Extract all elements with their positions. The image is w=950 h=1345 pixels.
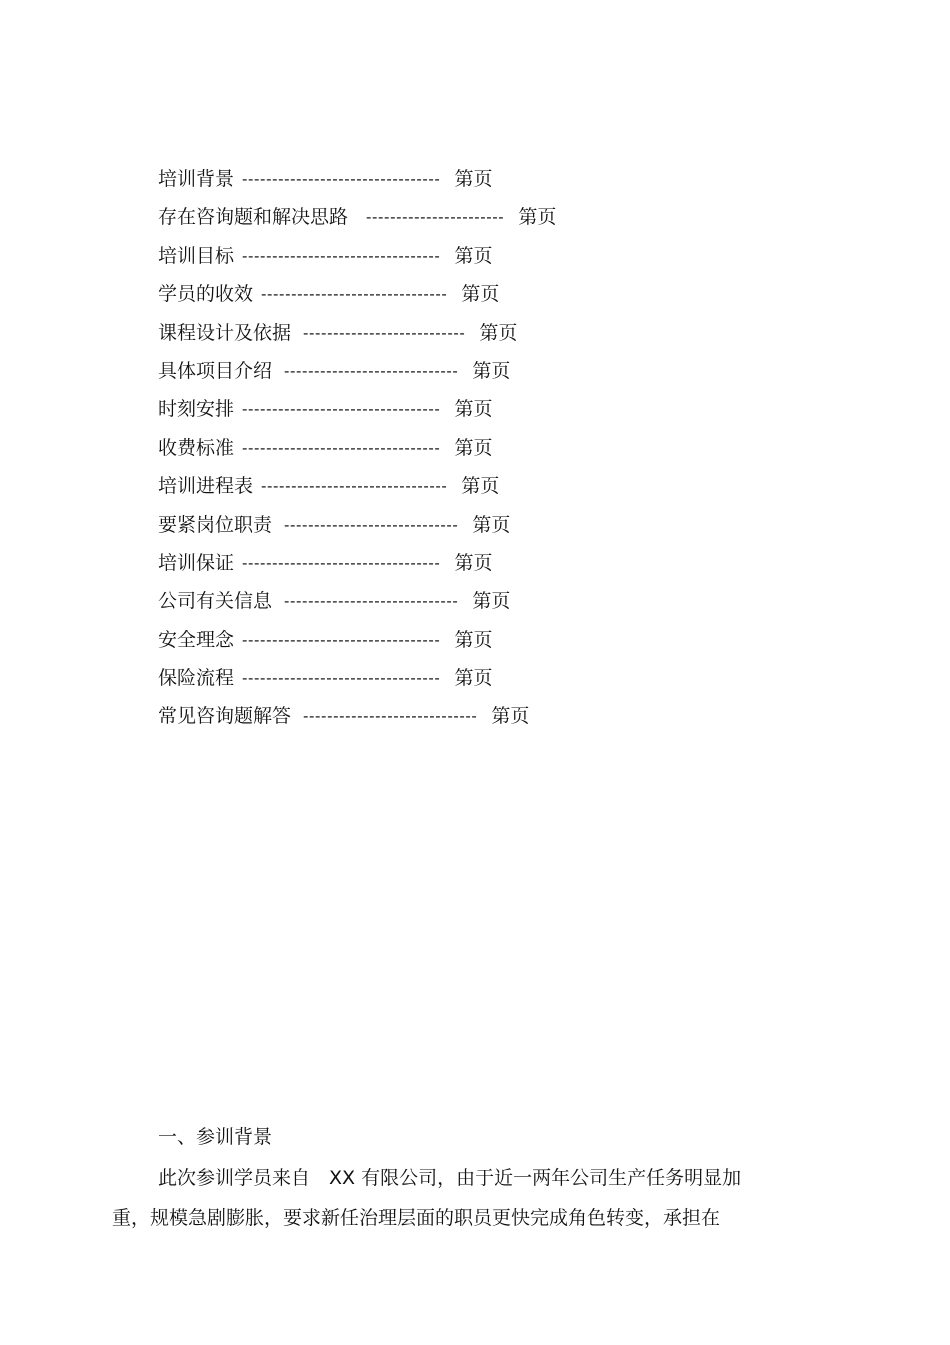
toc-entry-title: 常见咨询题解答	[158, 705, 292, 728]
toc-entry	[158, 352, 678, 390]
toc-page-label: 第页	[454, 436, 493, 459]
toc-page-label: 第页	[461, 283, 500, 306]
toc-page-label: 第页	[454, 628, 493, 651]
toc-dot-leader: -----------------------------	[284, 515, 459, 534]
toc-dot-leader: -------------------------------	[261, 477, 448, 496]
toc-dot-leader: ---------------------------	[303, 323, 466, 342]
toc-page-label: 第页	[472, 359, 511, 382]
paragraph-line: 重，规模急剧膨胀，要求新任治理层面的职员更快完成角色转变，承担在	[112, 1207, 721, 1229]
toc-entry-title: 培训保证	[158, 551, 235, 574]
toc-entry	[158, 160, 678, 198]
toc-page-label: 第页	[518, 206, 557, 229]
toc-entry-title: 安全理念	[158, 628, 235, 651]
toc-entry-title: 公司有关信息	[158, 590, 273, 613]
toc-entry	[158, 198, 678, 236]
table-of-contents	[158, 160, 678, 736]
toc-entry	[158, 582, 678, 620]
toc-entry	[158, 697, 678, 735]
toc-dot-leader: -----------------------------	[284, 592, 459, 611]
toc-page-label: 第页	[454, 667, 493, 690]
toc-entry-title: 学员的收效	[158, 283, 254, 306]
toc-entry-title: 保险流程	[158, 667, 235, 690]
toc-entry	[158, 506, 678, 544]
toc-entry-title: 时刻安排	[158, 398, 235, 421]
toc-dot-leader: ---------------------------------	[242, 246, 441, 265]
toc-page-label: 第页	[479, 321, 518, 344]
toc-dot-leader: ---------------------------------	[242, 553, 441, 572]
toc-entry	[158, 467, 678, 505]
toc-entry	[158, 621, 678, 659]
toc-entry	[158, 237, 678, 275]
toc-entry-title: 培训背景	[158, 168, 235, 190]
toc-page-label: 第页	[461, 475, 500, 498]
toc-entry	[158, 390, 678, 428]
section-heading: 一、参训背景	[158, 1126, 273, 1148]
toc-page-label: 第页	[472, 513, 511, 536]
toc-entry	[158, 275, 678, 313]
toc-entry	[158, 659, 678, 697]
toc-dot-leader: -----------------------	[366, 208, 505, 227]
body-paragraph	[112, 1158, 812, 1238]
toc-entry	[158, 314, 678, 352]
toc-entry	[158, 544, 678, 582]
toc-dot-leader: ---------------------------------	[242, 170, 441, 188]
toc-entry-title: 要紧岗位职责	[158, 513, 273, 536]
toc-page-label: 第页	[454, 551, 493, 574]
toc-dot-leader: -------------------------------	[261, 285, 448, 304]
toc-page-label: 第页	[454, 398, 493, 421]
toc-dot-leader: -----------------------------	[303, 707, 478, 726]
toc-entry-title: 收费标准	[158, 436, 235, 459]
toc-dot-leader: ---------------------------------	[242, 400, 441, 419]
toc-entry-title: 具体项目介绍	[158, 359, 273, 382]
toc-dot-leader: ---------------------------------	[242, 669, 441, 688]
toc-dot-leader: ---------------------------------	[242, 630, 441, 649]
toc-entry	[158, 429, 678, 467]
toc-entry-title: 存在咨询题和解决思路	[158, 206, 349, 229]
toc-page-label: 第页	[454, 244, 493, 267]
toc-page-label: 第页	[472, 590, 511, 613]
toc-entry-title: 培训目标	[158, 244, 235, 267]
toc-entry-title: 课程设计及依据	[158, 321, 292, 344]
toc-dot-leader: -----------------------------	[284, 361, 459, 380]
toc-dot-leader: ---------------------------------	[242, 438, 441, 457]
paragraph-line: 此次参训学员来自 XX 有限公司，由于近一两年公司生产任务明显加	[158, 1167, 742, 1189]
toc-entry-title: 培训进程表	[158, 475, 254, 498]
toc-page-label: 第页	[454, 168, 493, 190]
toc-page-label: 第页	[491, 705, 530, 728]
